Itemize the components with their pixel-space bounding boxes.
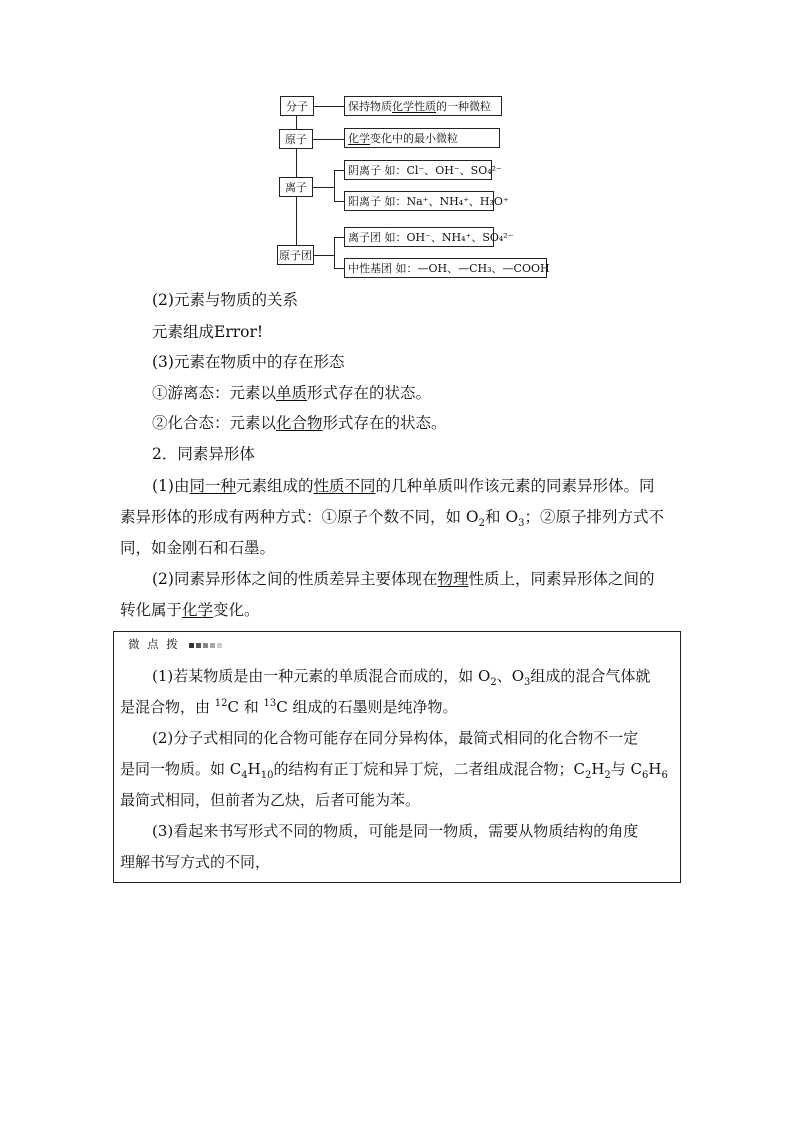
def-molecule: [344, 96, 502, 116]
connector-line: [334, 268, 344, 269]
tip-line: (2)分子式相同的化合物可能存在同分异构体，最简式相同的化合物不一定: [152, 729, 639, 747]
body-line: [120, 507, 665, 530]
connector-line: [334, 170, 335, 202]
spine-line: [296, 149, 297, 177]
body-line: [152, 569, 655, 589]
text-span: C 组成的石墨则是纯净物。: [276, 698, 458, 716]
text-span: ；②原子排列方式不: [524, 508, 665, 526]
subscript: 2: [490, 677, 497, 688]
node-molecule: 分子: [280, 96, 314, 116]
node-atom: 原子: [279, 129, 313, 149]
text-span: 性质上，同素异形体之间的: [468, 570, 655, 588]
subscript: 4: [241, 770, 248, 781]
section-heading: 2．同素异形体: [152, 445, 255, 463]
subscript: 3: [524, 677, 531, 688]
tip-title-text: 微 点 拨: [128, 637, 180, 651]
text-span: 的几种单质叫作该元素的同素异形体。同: [375, 477, 655, 495]
body-line: [152, 383, 431, 403]
square-icon: [196, 643, 201, 648]
text-span: C 和: [227, 698, 264, 716]
text-span: 形式存在的状态。: [307, 384, 432, 402]
square-icon: [217, 643, 222, 648]
text-span: ①游离态：元素以: [152, 384, 277, 402]
def-atom-key: 化学: [348, 132, 370, 145]
spine-line: [296, 116, 297, 129]
text-span: 形式存在的状态。: [322, 414, 447, 432]
def-molecule-post: 的一种微粒: [436, 100, 491, 113]
text-span: (1)由: [152, 477, 190, 495]
square-icon: [210, 643, 215, 648]
text-span: 变化。: [213, 601, 260, 619]
text-span: H: [247, 760, 261, 778]
subscript: 2: [604, 770, 611, 781]
text-span: 组成的混合气体就: [530, 667, 651, 685]
section-heading: (2)元素与物质的关系: [152, 291, 298, 309]
body-line: 元素组成Error!: [152, 323, 264, 341]
key-term: 单质: [276, 384, 308, 402]
tip-line: 最简式相同，但前者为乙炔，后者可能为苯。: [120, 791, 421, 809]
text-span: 是同一物质。如 C: [120, 760, 242, 778]
subscript: 6: [661, 770, 668, 781]
key-term: 化学: [182, 601, 214, 619]
tip-line: 理解书写方式的不同，: [120, 853, 271, 871]
text-span: 和 O: [485, 508, 519, 526]
text-span: (2)同素异形体之间的性质差异主要体现在: [152, 570, 438, 588]
body-line: 同，如金刚石和石墨。: [120, 539, 276, 557]
connector-line: [314, 255, 334, 256]
text-span: 是混合物，由: [120, 698, 215, 716]
text-span: 与 C: [610, 760, 643, 778]
subscript: 2: [478, 518, 486, 530]
def-molecule-pre: 保持物质: [348, 100, 392, 113]
tip-line: [152, 666, 650, 686]
connector-line: [313, 187, 334, 188]
section-heading: (3)元素在物质中的存在形态: [152, 353, 345, 371]
connector-line: [313, 139, 344, 140]
text-span: ②化合态：元素以: [152, 414, 277, 432]
text-span: 、O: [496, 667, 525, 685]
key-term: 物理: [437, 570, 469, 588]
node-ion: 离子: [279, 177, 313, 197]
superscript: 12: [214, 698, 228, 709]
tip-box: [113, 631, 681, 883]
square-icon: [203, 643, 208, 648]
connector-line: [334, 170, 344, 171]
spine-line: [296, 197, 297, 245]
def-group-ion: 离子团 如：OH⁻、NH₄⁺、SO₄²⁻: [344, 227, 494, 247]
tip-line: [120, 697, 458, 717]
text-span: 转化属于: [120, 601, 183, 619]
body-line: [152, 476, 655, 496]
text-span: 素异形体的形成有两种方式：①原子个数不同，如 O: [120, 508, 479, 526]
text-span: (1)若某物质是由一种元素的单质混合而成的，如 O: [152, 667, 491, 685]
body-line: [120, 600, 260, 620]
node-group: 原子团: [277, 245, 314, 265]
subscript: 10: [260, 770, 274, 781]
key-term: 化合物: [276, 414, 323, 432]
text-span: H: [591, 760, 605, 778]
square-icon: [189, 643, 194, 648]
tip-line: [120, 759, 668, 779]
def-molecule-key: 化学性质: [392, 100, 436, 113]
text-span: H: [648, 760, 662, 778]
superscript: 13: [263, 698, 277, 709]
connector-line: [314, 106, 344, 107]
connector-line: [334, 201, 344, 202]
connector-line: [334, 237, 335, 268]
subscript: 6: [642, 770, 649, 781]
tip-title: [128, 636, 224, 652]
def-neutral-group: 中性基团 如：—OH、—CH₃、—COOH: [344, 258, 547, 278]
key-term: 性质不同: [313, 477, 376, 495]
def-atom: [344, 128, 500, 148]
subscript: 2: [584, 770, 592, 781]
def-anion: 阴离子 如：Cl⁻、OH⁻、SO₄²⁻: [344, 160, 492, 180]
key-term: 同一种: [189, 477, 236, 495]
connector-line: [334, 237, 344, 238]
text-span: 的结构有正丁烷和异丁烷，二者组成混合物；C: [273, 760, 585, 778]
text-span: 元素组成的: [235, 477, 314, 495]
def-atom-post: 变化中的最小微粒: [370, 132, 458, 145]
body-line: [152, 413, 447, 433]
subscript: 3: [518, 518, 525, 530]
def-cation: 阳离子 如：Na⁺、NH₄⁺、H₃O⁺: [344, 191, 494, 211]
tip-line: (3)看起来书写形式不同的物质，可能是同一物质，需要从物质结构的角度: [152, 822, 639, 840]
